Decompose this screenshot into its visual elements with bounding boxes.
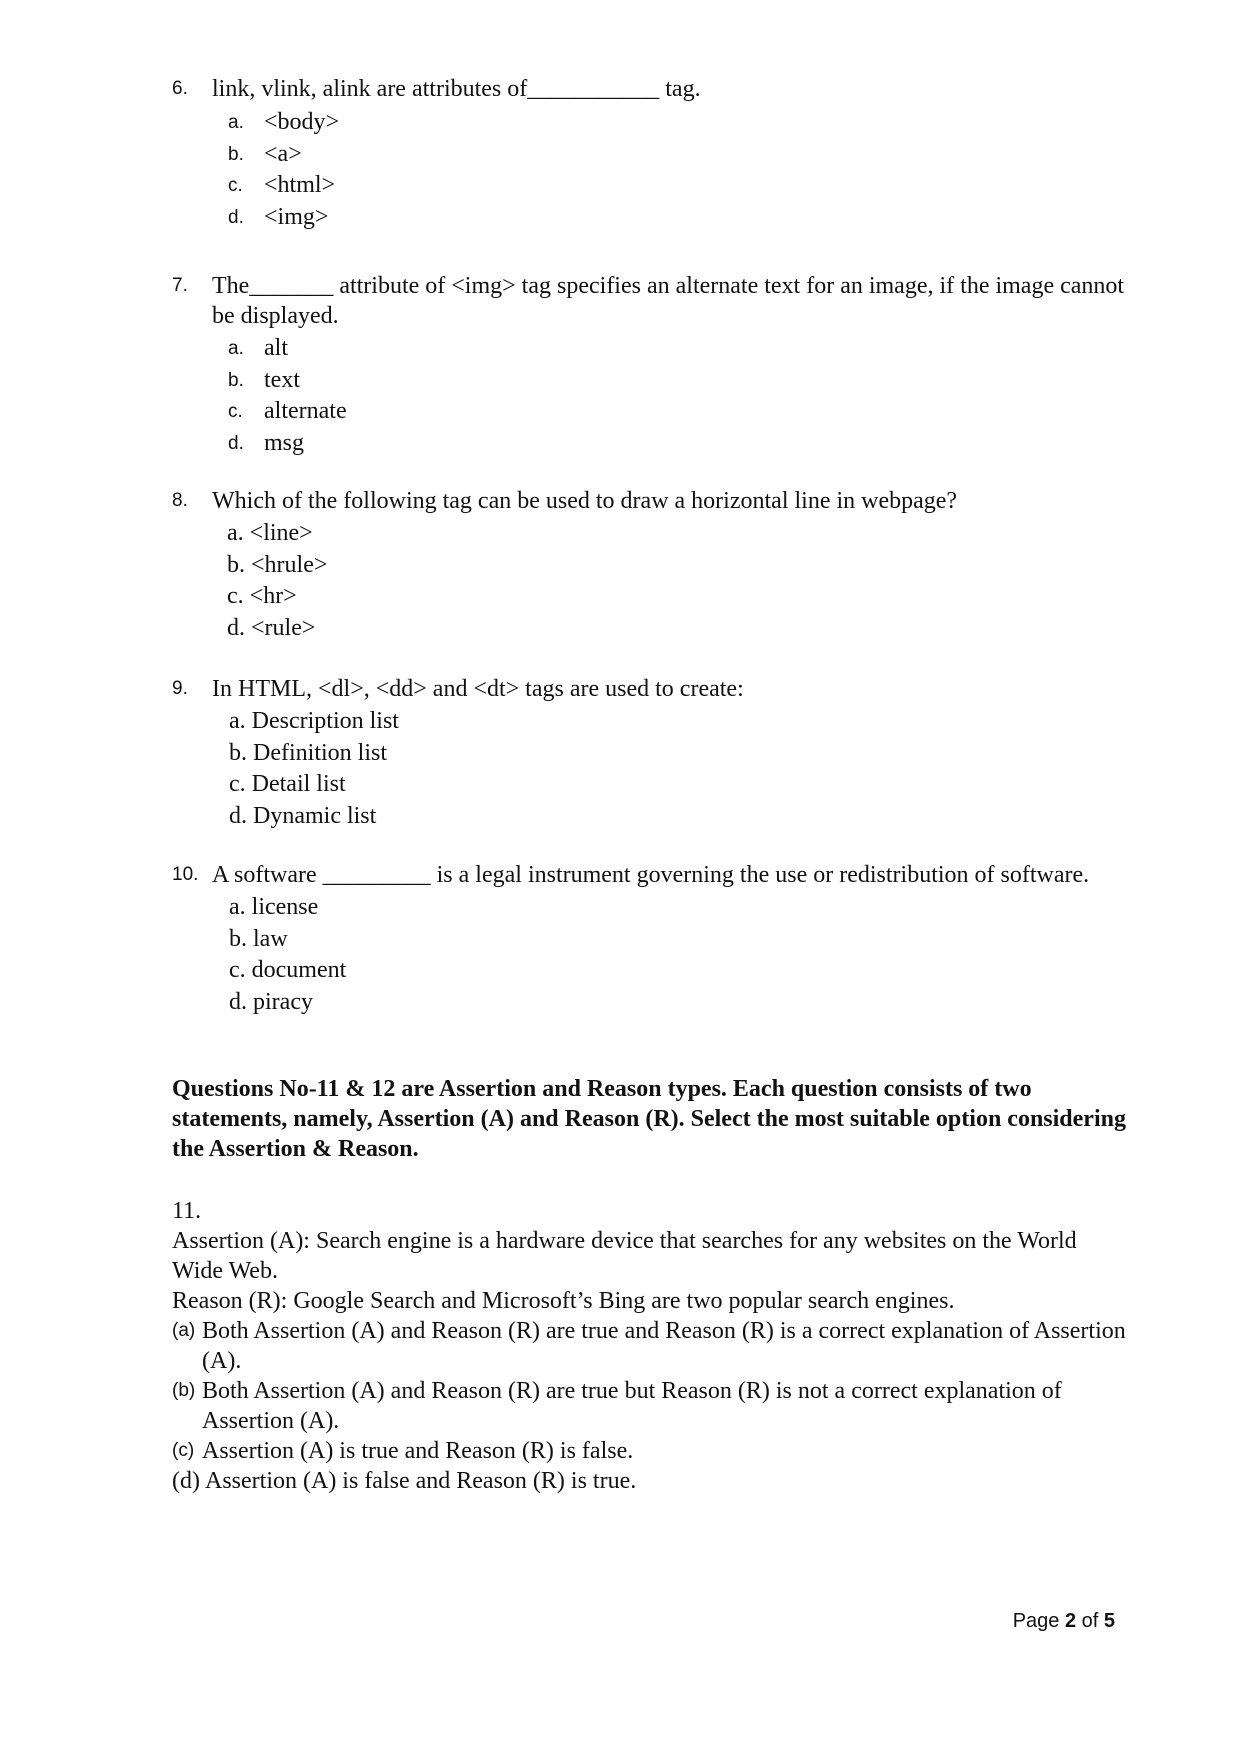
option-letter: a.: [228, 338, 244, 359]
question-stem: link, vlink, alink are attributes of___________ tag.: [212, 76, 701, 102]
option-b: b. law: [229, 925, 288, 952]
option-text: text: [264, 366, 300, 393]
option-letter: (b): [172, 1380, 196, 1401]
question-stem: Which of the following tag can be used to draw a horizontal line in webpage?: [212, 488, 958, 514]
question-text: [172, 486, 1132, 516]
option-text: Assertion (A) is false and Reason (R) is true.: [205, 1468, 637, 1494]
options-list: [172, 333, 1132, 459]
option-letter: b.: [228, 369, 244, 391]
question-number: 7.: [172, 275, 188, 296]
option-a: a. license: [229, 894, 319, 920]
question-number: 9.: [172, 678, 188, 699]
option-b: b. Definition list: [229, 739, 387, 766]
option-d: [172, 202, 1132, 234]
option-text: <body>: [264, 109, 340, 135]
option-text: Both Assertion (A) and Reason (R) are true and Reason (R) is a correct explanation of Assertion (A).: [202, 1318, 1126, 1374]
option-letter: d.: [228, 432, 244, 454]
option-c: c. document: [229, 957, 347, 983]
question-number: 10.: [172, 864, 199, 885]
question-stem: In HTML, <dl>, <dd> and <dt> tags are used to create:: [212, 676, 744, 702]
assertion-reason-instructions: Questions No-11 & 12 are Assertion and Reason types. Each question consists of two statements, namely, Assertion (A) and Reason (R). Select the most suitable option considering the Assertion & Reason.: [172, 1076, 1126, 1162]
option-b: [172, 365, 1132, 397]
total-page-count: 5: [1103, 1610, 1115, 1632]
reason-text: Reason (R): Google Search and Microsoft’s Bing are two popular search engines.: [172, 1288, 955, 1314]
option-c: [172, 170, 1132, 202]
question-8: [172, 486, 1132, 644]
options-list: [172, 107, 1132, 233]
option-c: [172, 396, 1132, 428]
option-text: msg: [264, 429, 305, 456]
question-stem: The_______ attribute of <img> tag specifies an alternate text for an image, if the image cannot be displayed.: [212, 273, 1125, 329]
assertion-text: Assertion (A): Search engine is a hardware device that searches for any websites on the World Wide Web.: [172, 1228, 1077, 1284]
option-d: d. piracy: [229, 988, 313, 1015]
option-letter: (d): [172, 1468, 200, 1494]
page-footer: [1013, 1610, 1115, 1633]
option-text: alternate: [264, 398, 347, 424]
question-number: 6.: [172, 78, 188, 99]
option-c: c. Detail list: [229, 771, 346, 797]
question-6: [172, 74, 1132, 233]
question-10: [172, 860, 1132, 1018]
option-text: Assertion (A) is true and Reason (R) is false.: [202, 1438, 634, 1464]
option-letter: c.: [228, 401, 243, 422]
option-letter: (c): [172, 1440, 195, 1461]
option-letter: (a): [172, 1320, 196, 1341]
question-number: 8.: [172, 490, 188, 511]
option-a: a. Description list: [229, 708, 399, 734]
question-text: [172, 74, 1132, 104]
option-text: alt: [264, 335, 288, 361]
question-number: 11.: [172, 1198, 202, 1224]
options-list: [172, 706, 1132, 832]
page-label: Page: [1012, 1610, 1065, 1632]
option-d: [172, 428, 1132, 460]
option-text: <img>: [264, 203, 329, 230]
option-a: [172, 1316, 1132, 1376]
option-b: [172, 139, 1132, 171]
question-text: [172, 674, 1132, 704]
option-letter: c.: [228, 175, 243, 196]
option-text: <html>: [264, 172, 336, 198]
question-text: [172, 860, 1132, 890]
question-7: [172, 271, 1132, 459]
option-d: [172, 1466, 1132, 1496]
option-c: c. <hr>: [227, 583, 297, 609]
option-b: [172, 1376, 1132, 1436]
option-d: d. <rule>: [227, 614, 316, 641]
option-letter: b.: [228, 143, 244, 165]
option-d: d. Dynamic list: [229, 802, 377, 829]
option-a: a. <line>: [227, 520, 313, 546]
question-stem: A software _________ is a legal instrument governing the use or redistribution of software.: [212, 862, 1090, 888]
question-11: [172, 1196, 1132, 1496]
option-a: [172, 333, 1132, 365]
option-text: <a>: [264, 140, 302, 167]
options-list: [172, 518, 1132, 644]
option-letter: a.: [228, 112, 244, 133]
page-of-label: of: [1076, 1610, 1104, 1632]
option-a: [172, 107, 1132, 139]
question-9: [172, 674, 1132, 832]
option-c: [172, 1436, 1132, 1466]
option-b: b. <hrule>: [227, 551, 328, 578]
option-letter: d.: [228, 206, 244, 228]
option-text: Both Assertion (A) and Reason (R) are true but Reason (R) is not a correct explanation of Assertion (A).: [202, 1378, 1062, 1434]
options-list: [172, 892, 1132, 1018]
question-text: [172, 271, 1132, 331]
current-page-number: 2: [1064, 1610, 1077, 1632]
